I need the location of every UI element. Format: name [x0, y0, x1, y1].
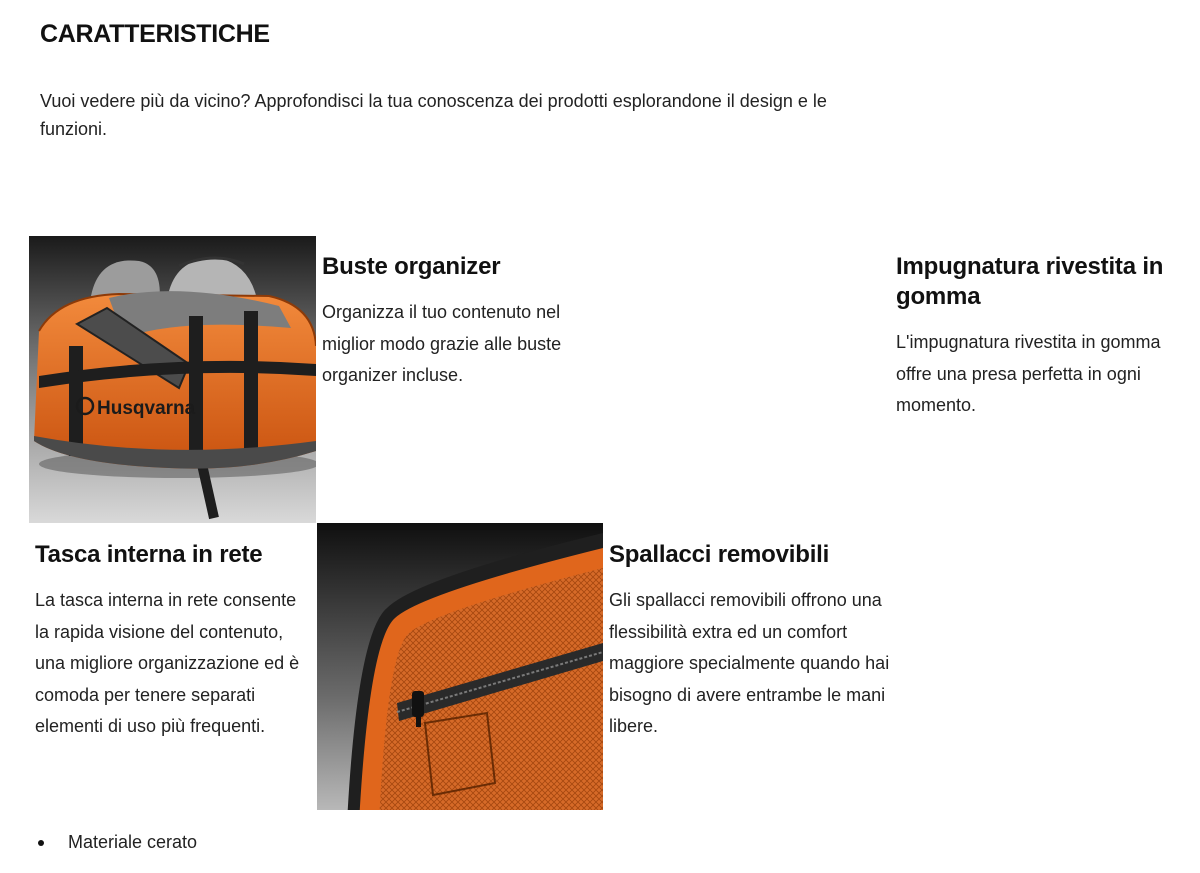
- feature-text-tasca-interna: La tasca interna in rete consente la rapida visione del contenuto, una migliore organizzazione ed è comoda per tenere separati elementi di uso più frequenti.: [35, 590, 300, 736]
- feature-heading-spallacci: Spallacci removibili: [609, 541, 830, 568]
- husqvarna-logo: Husqvarna: [97, 398, 196, 419]
- feature-heading-buste-organizer: Buste organizer: [322, 253, 501, 280]
- feature-text-spallacci: Gli spallacci removibili offrono una flessibilità extra ed un comfort maggiore specialmente quando hai bisogno di avere entrambe le mani libere.: [609, 590, 890, 736]
- section-title: CARATTERISTICHE: [40, 20, 270, 48]
- mesh-pocket-image: [317, 523, 603, 810]
- feature-text-impugnatura: L'impugnatura rivestita in gomma offre una presa perfetta in ogni momento.: [896, 332, 1161, 415]
- section-intro: Vuoi vedere più da vicino? Approfondisci la tua conoscenza dei prodotti esplorandone il design e le funzioni.: [40, 91, 827, 139]
- bullet-item: Materiale cerato: [38, 828, 197, 856]
- feature-text-buste-organizer: Organizza il tuo contenuto nel miglior modo grazie alle buste organizer incluse.: [322, 302, 562, 385]
- feature-bullet-list: [38, 828, 197, 856]
- duffel-bag-image: [29, 236, 316, 523]
- feature-heading-tasca-interna: Tasca interna in rete: [35, 541, 263, 568]
- feature-heading-impugnatura: Impugnatura rivestita in gomma: [896, 253, 1164, 310]
